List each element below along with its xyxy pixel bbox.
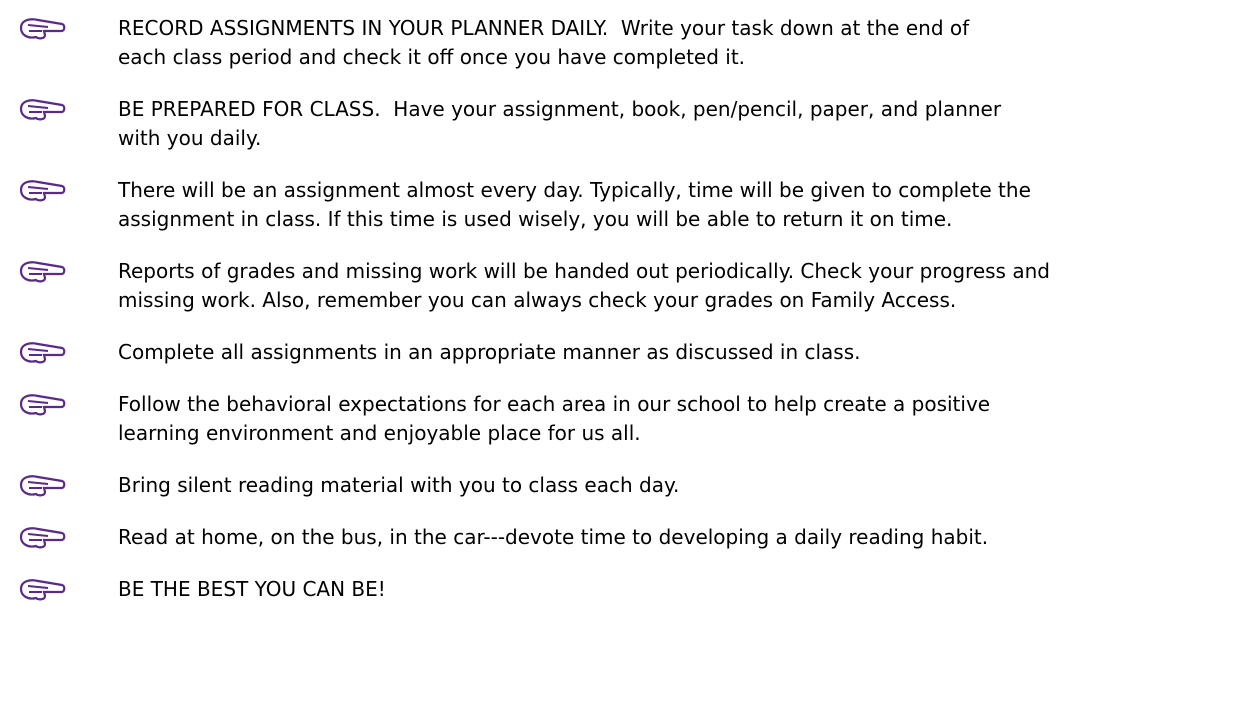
rule-text-line2: with you daily. <box>118 126 262 150</box>
pointing-hand-icon <box>18 15 66 41</box>
rule-text-line1: Complete all assignments in an appropriate manner as discussed in class. <box>118 340 861 364</box>
rule-text-line2: learning environment and enjoyable place for us all. <box>118 421 641 445</box>
rule-text-line1: Bring silent reading material with you to class each day. <box>118 473 680 497</box>
pointing-hand-icon <box>18 177 66 203</box>
rule-line1: Have your assignment, book, pen/pencil, paper, and planner <box>380 97 1002 121</box>
rule-text-line1: Follow the behavioral expectations for each area in our school to help create a positive <box>118 392 991 416</box>
rule-text-line2: assignment in class. If this time is used wisely, you will be able to return it on time. <box>118 207 953 231</box>
rule-text-line1: BE THE BEST YOU CAN BE! <box>118 577 386 601</box>
pointing-hand-icon <box>18 96 66 122</box>
pointing-hand-icon <box>18 339 66 365</box>
rule-text-line1 <box>118 14 1228 43</box>
rule-text-line1 <box>118 95 1228 124</box>
pointing-hand-icon <box>18 472 66 498</box>
rule-text-line1: There will be an assignment almost every day. Typically, time will be given to complete the <box>118 178 1031 202</box>
pointing-hand-icon <box>18 576 66 602</box>
rule-lead: BE PREPARED FOR CLASS. <box>118 97 381 121</box>
rule-text-line1: Read at home, on the bus, in the car---devote time to developing a daily reading habit. <box>118 525 989 549</box>
rule-text-line1: Reports of grades and missing work will be handed out periodically. Check your progress and <box>118 259 1050 283</box>
rule-lead: RECORD ASSIGNMENTS IN YOUR PLANNER DAILY. <box>118 16 609 40</box>
pointing-hand-icon <box>18 524 66 550</box>
pointing-hand-icon <box>18 391 66 417</box>
rule-text-line2: each class period and check it off once you have completed it. <box>118 45 746 69</box>
rule-line1: Write your task down at the end of <box>608 16 970 40</box>
rule-text-line2: missing work. Also, remember you can always check your grades on Family Access. <box>118 288 957 312</box>
pointing-hand-icon <box>18 258 66 284</box>
